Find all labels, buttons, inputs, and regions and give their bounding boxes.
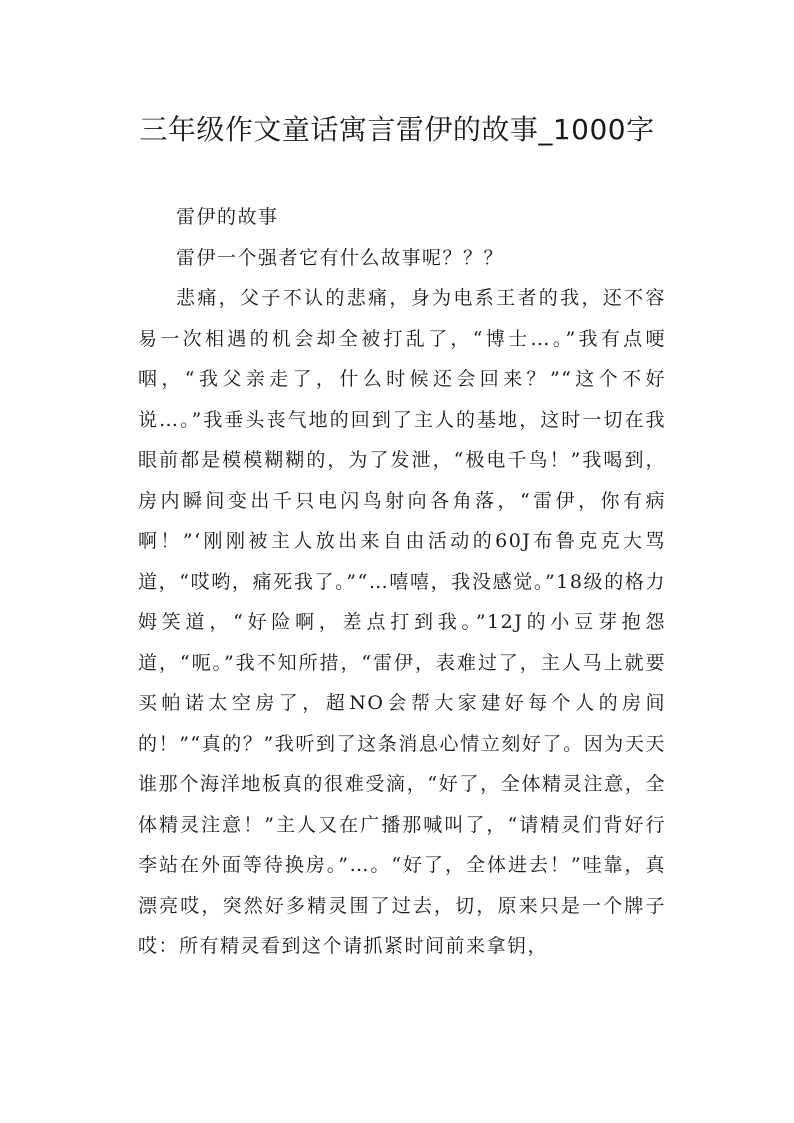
document-body bbox=[138, 197, 666, 967]
paragraph-story: 悲痛，父子不认的悲痛，身为电系王者的我，还不容易一次相遇的机会却全被打乱了，“博士…。”我有点哽咽，“我父亲走了，什么时候还会回来？”“这个不好说…。”我垂头丧气地的回到了主人的基地，这时一切在我眼前都是模模糊糊的，为了发泄，“极电千鸟！”我喝到，房内瞬间变出千只电闪鸟射向各角落，“雷伊，你有病啊！”‘刚刚被主人放出来自由活动的60J布鲁克克大骂道，“哎哟，痛死我了。”“…嘻嘻，我没感觉。”18级的格力姆笑道，“好险啊，差点打到我。”12J的小豆芽抱怨道，“呃。”我不知所措，“雷伊，表难过了，主人马上就要买帕诺太空房了，超NO会帮大家建好每个人的房间的！”“真的？”我听到了这条消息心情立刻好了。因为天天谁那个海洋地板真的很难受滴，“好了，全体精灵注意，全体精灵注意！”主人又在广播那喊叫了，“请精灵们背好行李站在外面等待换房。”…。“好了，全体进去！”哇靠，真漂亮哎，突然好多精灵围了过去，切，原来只是一个牌子哎：所有精灵看到这个请抓紧时间前来拿钥， bbox=[138, 287, 666, 957]
paragraph-subtitle: 雷伊的故事 bbox=[176, 206, 279, 228]
document-title: 三年级作文童话寓言雷伊的故事_1000字 bbox=[139, 113, 655, 146]
paragraph-intro: 雷伊一个强者它有什么故事呢？？？ bbox=[176, 246, 505, 269]
